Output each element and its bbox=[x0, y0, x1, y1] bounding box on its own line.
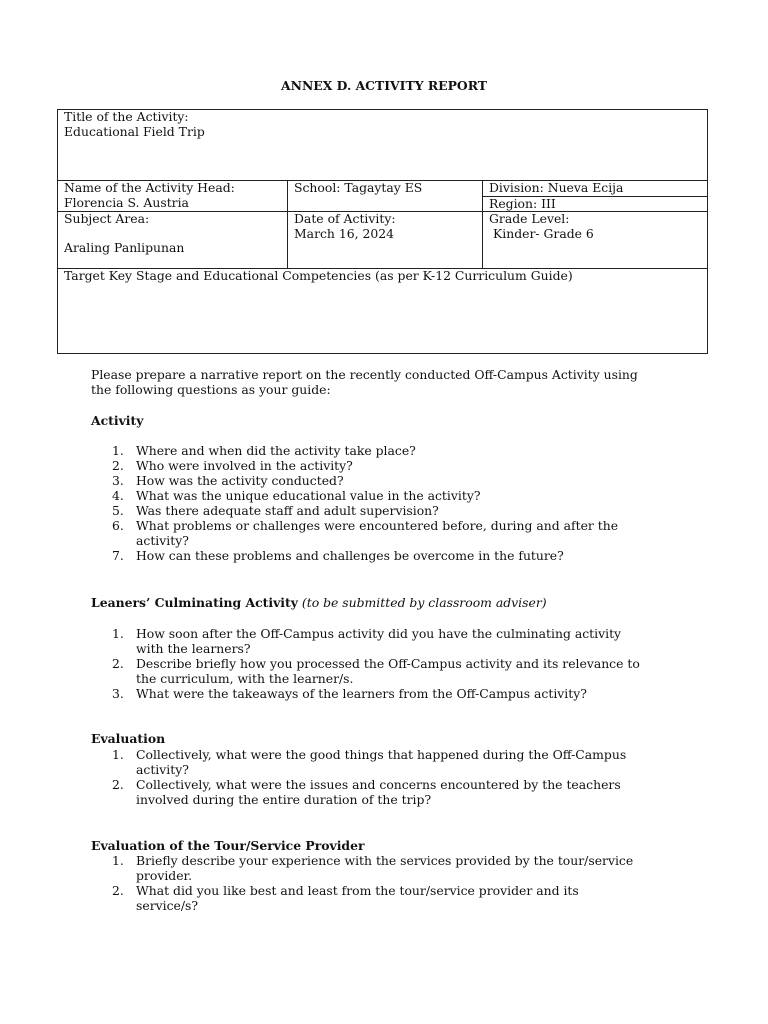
list-text: Collectively, what were the issues and concerns encountered by the teachers bbox=[136, 777, 621, 792]
activity-head-label: Name of the Activity Head: bbox=[64, 180, 235, 195]
activity-title-cell bbox=[58, 110, 708, 181]
date-value: March 16, 2024 bbox=[294, 225, 395, 241]
division-value: Division: Nueva Ecija bbox=[489, 180, 624, 195]
list-text: What problems or challenges were encountered before, during and after the bbox=[136, 518, 619, 533]
school-cell bbox=[288, 181, 483, 212]
list-text: How was the activity conducted? bbox=[136, 473, 344, 488]
culminating-heading-line bbox=[91, 595, 691, 610]
list-text: What was the unique educational value in the activity? bbox=[136, 488, 481, 503]
list-item bbox=[91, 443, 691, 458]
intro-line-2: the following questions as your guide: bbox=[91, 382, 331, 397]
list-text-continued: activity? bbox=[136, 533, 189, 548]
list-number: 5. bbox=[112, 503, 124, 518]
evaluation-questions bbox=[91, 747, 691, 807]
activity-info-table bbox=[57, 109, 708, 354]
intro-line-1: Please prepare a narrative report on the recently conducted Off-Campus Activity using bbox=[91, 367, 638, 382]
list-number: 1. bbox=[112, 443, 124, 458]
provider-questions bbox=[91, 853, 691, 913]
list-item bbox=[91, 656, 691, 686]
list-text-continued: activity? bbox=[136, 762, 189, 777]
list-text: What did you like best and least from the tour/service provider and its bbox=[136, 883, 579, 898]
activity-title-value: Educational Field Trip bbox=[64, 123, 205, 139]
grade-level-label: Grade Level: bbox=[489, 211, 570, 226]
region-value: Region: III bbox=[489, 195, 556, 211]
intro-paragraph bbox=[91, 367, 691, 397]
list-item bbox=[91, 548, 691, 563]
list-text-continued: involved during the entire duration of the trip? bbox=[136, 792, 432, 807]
list-number: 1. bbox=[112, 853, 124, 868]
target-competencies-label: Target Key Stage and Educational Competencies (as per K-12 Curriculum Guide) bbox=[64, 268, 573, 283]
list-text-continued: the curriculum, with the learner/s. bbox=[136, 671, 354, 686]
list-item bbox=[91, 473, 691, 488]
list-item bbox=[91, 747, 691, 777]
date-label: Date of Activity: bbox=[294, 211, 396, 226]
list-item bbox=[91, 686, 691, 701]
list-number: 4. bbox=[112, 488, 124, 503]
list-item bbox=[91, 518, 691, 548]
list-number: 7. bbox=[112, 548, 124, 563]
target-competencies-cell bbox=[58, 269, 708, 354]
division-cell bbox=[483, 181, 708, 197]
list-number: 2. bbox=[112, 883, 124, 898]
region-cell bbox=[483, 196, 708, 212]
list-text-continued: provider. bbox=[136, 868, 193, 883]
grade-level-value: Kinder- Grade 6 bbox=[493, 225, 594, 241]
list-number: 3. bbox=[112, 686, 124, 701]
culminating-heading: Leaners’ Culminating Activity bbox=[91, 595, 298, 610]
provider-heading: Evaluation of the Tour/Service Provider bbox=[91, 838, 365, 853]
document-title: ANNEX D. ACTIVITY REPORT bbox=[281, 78, 487, 93]
activity-title-label: Title of the Activity: bbox=[64, 109, 189, 124]
subject-area-cell bbox=[58, 212, 288, 269]
list-number: 1. bbox=[112, 626, 124, 641]
culminating-note: (to be submitted by classroom adviser) bbox=[301, 595, 547, 610]
list-number: 3. bbox=[112, 473, 124, 488]
list-text: Who were involved in the activity? bbox=[136, 458, 353, 473]
list-item bbox=[91, 458, 691, 473]
school-value: School: Tagaytay ES bbox=[294, 180, 423, 195]
subject-area-value: Araling Panlipunan bbox=[64, 239, 185, 255]
list-item bbox=[91, 626, 691, 656]
list-text: What were the takeaways of the learners from the Off-Campus activity? bbox=[136, 686, 587, 701]
subject-area-label: Subject Area: bbox=[64, 211, 150, 226]
activity-heading: Activity bbox=[91, 413, 144, 428]
evaluation-heading: Evaluation bbox=[91, 731, 166, 746]
list-text-continued: service/s? bbox=[136, 898, 199, 913]
list-number: 2. bbox=[112, 656, 124, 671]
activity-head-value: Florencia S. Austria bbox=[64, 194, 189, 210]
grade-level-cell bbox=[483, 212, 708, 269]
list-number: 2. bbox=[112, 777, 124, 792]
list-text: Was there adequate staff and adult supervision? bbox=[136, 503, 439, 518]
list-text-continued: with the learners? bbox=[136, 641, 251, 656]
list-item bbox=[91, 503, 691, 518]
activity-questions bbox=[91, 443, 691, 563]
list-number: 1. bbox=[112, 747, 124, 762]
list-item bbox=[91, 883, 691, 913]
date-cell bbox=[288, 212, 483, 269]
activity-head-cell bbox=[58, 181, 288, 212]
list-text: How can these problems and challenges be overcome in the future? bbox=[136, 548, 564, 563]
culminating-questions bbox=[91, 626, 691, 701]
list-item bbox=[91, 488, 691, 503]
list-text: Describe briefly how you processed the Off-Campus activity and its relevance to bbox=[136, 656, 640, 671]
list-number: 2. bbox=[112, 458, 124, 473]
list-text: Where and when did the activity take place? bbox=[136, 443, 416, 458]
list-item bbox=[91, 853, 691, 883]
list-text: How soon after the Off-Campus activity did you have the culminating activity bbox=[136, 626, 622, 641]
list-item bbox=[91, 777, 691, 807]
list-number: 6. bbox=[112, 518, 124, 533]
list-text: Briefly describe your experience with the services provided by the tour/service bbox=[136, 853, 634, 868]
list-text: Collectively, what were the good things that happened during the Off-Campus bbox=[136, 747, 627, 762]
